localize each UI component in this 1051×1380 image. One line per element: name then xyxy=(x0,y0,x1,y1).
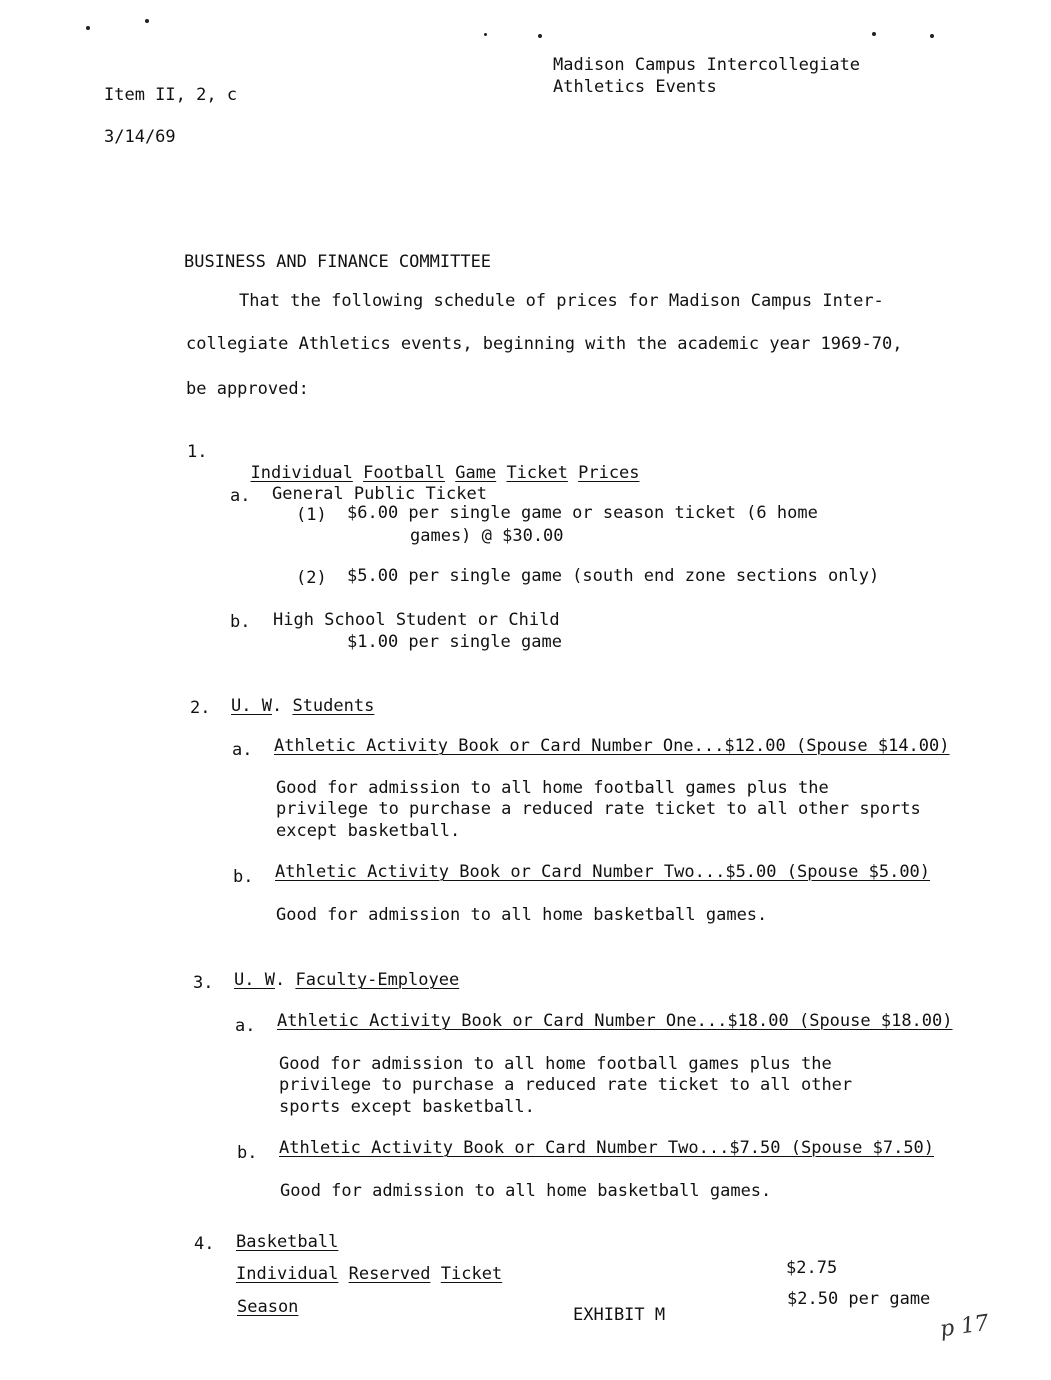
document-title-line2: Athletics Events xyxy=(553,77,717,97)
heading-word: Ticket xyxy=(506,463,568,483)
section2-a-desc3: except basketball. xyxy=(276,821,461,841)
section4-row1-price: $2.75 xyxy=(786,1258,838,1278)
scan-speck xyxy=(484,33,487,36)
scan-speck xyxy=(86,26,90,30)
section1-b-text: $1.00 per single game xyxy=(347,632,562,652)
intro-line1: That the following schedule of prices for Madison Campus Inter- xyxy=(239,291,884,311)
scan-speck xyxy=(538,34,542,38)
section4-row2-label: Season xyxy=(237,1297,299,1317)
section3-b-title: Athletic Activity Book or Card Number Two...$7.50 (Spouse $7.50) xyxy=(279,1138,935,1158)
section3-a-desc2: privilege to purchase a reduced rate ticket to all other xyxy=(279,1075,853,1095)
heading-word: Students xyxy=(292,696,375,716)
section1-a-label: a. xyxy=(230,486,251,506)
heading-word: Prices xyxy=(578,463,640,483)
section1-a1-line2: games) @ $30.00 xyxy=(410,526,564,546)
section2-b-desc: Good for admission to all home basketball games. xyxy=(276,905,768,925)
heading-dot: . xyxy=(274,970,286,990)
label-word: Individual xyxy=(236,1264,339,1284)
exhibit-label: EXHIBIT M xyxy=(573,1305,666,1325)
section4-heading: Basketball xyxy=(236,1232,339,1252)
section3-a-label: a. xyxy=(235,1016,256,1036)
section2-b-title: Athletic Activity Book or Card Number Two...$5.00 (Spouse $5.00) xyxy=(275,862,931,882)
section1-a1-number: (1) xyxy=(296,505,327,525)
section1-a1-line1: $6.00 per single game or season ticket (6 home xyxy=(347,503,818,523)
section2-a-title: Athletic Activity Book or Card Number One...$12.00 (Spouse $14.00) xyxy=(274,736,950,756)
document-date: 3/14/69 xyxy=(104,127,176,147)
section1-b-label: b. xyxy=(230,612,251,632)
heading-abbrev: U. W xyxy=(234,970,275,990)
section3-heading xyxy=(234,969,459,991)
section2-a-label: a. xyxy=(232,740,253,760)
label-word: Reserved xyxy=(348,1264,431,1284)
heading-abbrev: U. W xyxy=(231,696,272,716)
scan-speck xyxy=(145,19,149,23)
committee-heading: BUSINESS AND FINANCE COMMITTEE xyxy=(184,252,492,272)
item-reference: Item II, 2, c xyxy=(104,85,238,105)
section3-a-desc3: sports except basketball. xyxy=(279,1097,535,1117)
heading-dot: . xyxy=(271,696,283,716)
section1-a-title: General Public Ticket xyxy=(272,484,487,504)
section1-a2-text: $5.00 per single game (south end zone sections only) xyxy=(347,566,880,586)
section4-number: 4. xyxy=(194,1234,215,1254)
intro-line3: be approved: xyxy=(186,379,309,399)
section2-a-desc1: Good for admission to all home football games plus the xyxy=(276,778,829,798)
heading-word: Individual xyxy=(250,463,353,483)
section3-a-title: Athletic Activity Book or Card Number One...$18.00 (Spouse $18.00) xyxy=(277,1011,953,1031)
section3-number: 3. xyxy=(193,973,214,993)
handwritten-page-mark: p 17 xyxy=(938,1310,991,1343)
section2-a-desc2: privilege to purchase a reduced rate ticket to all other sports xyxy=(276,799,921,819)
section1-number: 1. xyxy=(187,442,208,462)
scan-speck xyxy=(872,32,876,36)
label-word: Ticket xyxy=(440,1264,503,1284)
heading-word: Game xyxy=(455,463,497,483)
section3-a-desc1: Good for admission to all home football games plus the xyxy=(279,1054,832,1074)
section4-row2-price: $2.50 per game xyxy=(787,1289,931,1309)
heading-word: Faculty-Employee xyxy=(295,970,460,990)
section1-b-title: High School Student or Child xyxy=(273,610,560,630)
section3-b-label: b. xyxy=(237,1143,258,1163)
section2-heading xyxy=(231,695,374,717)
section2-b-label: b. xyxy=(233,867,254,887)
section2-number: 2. xyxy=(190,698,211,718)
section4-row1-label xyxy=(236,1263,502,1285)
intro-line2: collegiate Athletics events, beginning with the academic year 1969-70, xyxy=(186,334,903,354)
section1-heading xyxy=(230,440,640,484)
heading-word: Football xyxy=(363,463,445,483)
section1-a2-number: (2) xyxy=(296,568,327,588)
scan-speck xyxy=(930,34,934,38)
document-title-line1: Madison Campus Intercollegiate xyxy=(553,55,861,75)
section3-b-desc: Good for admission to all home basketball games. xyxy=(280,1181,772,1201)
